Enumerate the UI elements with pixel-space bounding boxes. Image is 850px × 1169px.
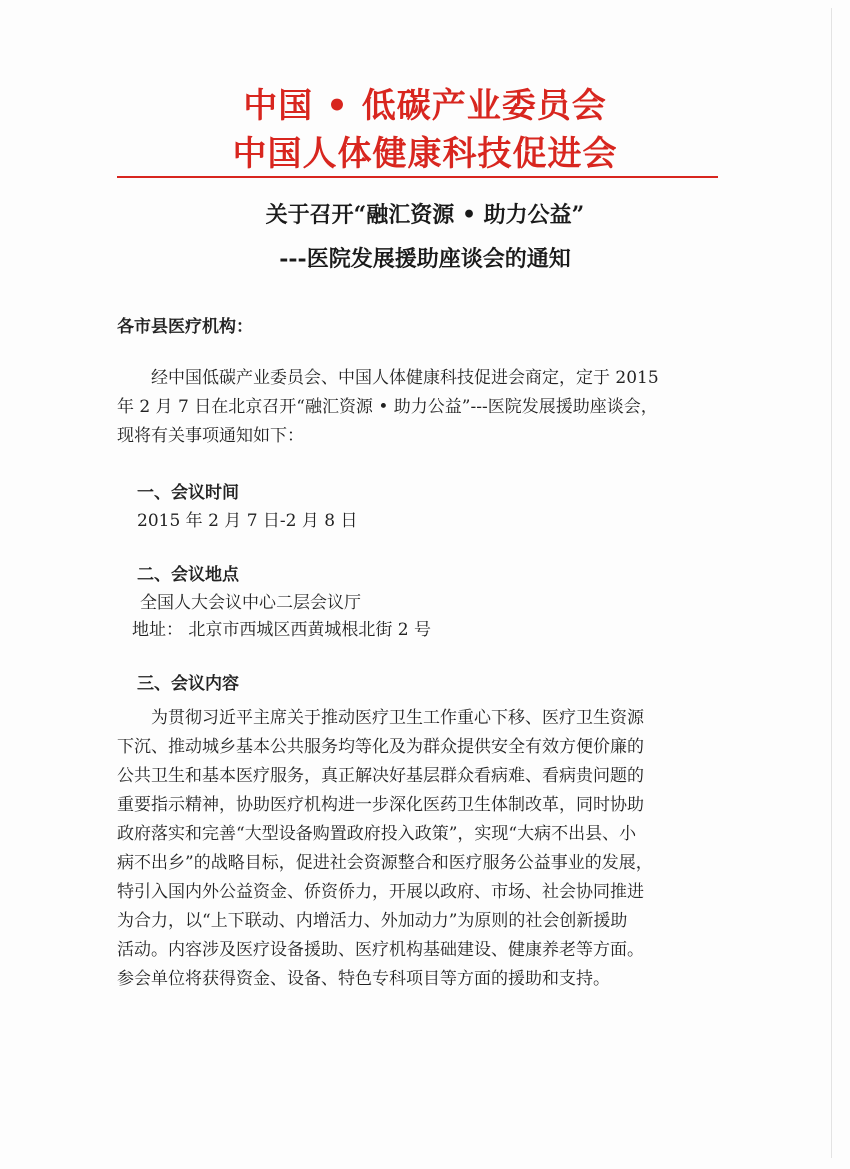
content-line-8: 为合力，以“上下联动、内增活力、外加动力”为原则的社会创新援助	[117, 911, 628, 931]
intro-line-2: 年 2 月 7 日在北京召开“融汇资源 • 助力公益”---医院发展援助座谈会，	[117, 397, 658, 417]
letterhead-red-rule	[117, 176, 718, 178]
letterhead-org-1: 中国 • 低碳产业委员会	[243, 86, 607, 126]
content-line-9: 活动。内容涉及医疗设备援助、医疗机构基础建设、健康养老等方面。	[117, 940, 644, 960]
content-line-4: 重要指示精神，协助医疗机构进一步深化医药卫生体制改革，同时协助	[117, 795, 644, 815]
content-line-6: 病不出乡”的战略目标，促进社会资源整合和医疗服务公益事业的发展，	[117, 853, 653, 873]
section-place-heading: 二、会议地点	[137, 565, 239, 585]
addressee: 各市县医疗机构：	[117, 317, 253, 337]
section-content-heading: 三、会议内容	[137, 674, 239, 694]
notice-title-line-1: 关于召开“融汇资源 • 助力公益”	[265, 202, 585, 228]
section-place-address: 地址： 北京市西城区西黄城根北街 2 号	[132, 620, 432, 640]
section-time-heading: 一、会议时间	[137, 483, 239, 503]
content-line-5: 政府落实和完善“大型设备购置政府投入政策”，实现“大病不出县、小	[117, 824, 637, 844]
section-time-value: 2015 年 2 月 7 日-2 月 8 日	[137, 511, 358, 531]
intro-paragraph	[117, 364, 737, 451]
content-paragraph	[117, 704, 737, 994]
content-line-10: 参会单位将获得资金、设备、特色专科项目等方面的援助和支持。	[117, 969, 610, 989]
intro-line-1: 经中国低碳产业委员会、中国人体健康科技促进会商定，定于 2015	[151, 368, 659, 388]
notice-title-line-2: ---医院发展援助座谈会的通知	[279, 246, 571, 272]
content-line-3: 公共卫生和基本医疗服务，真正解决好基层群众看病难、看病贵问题的	[117, 766, 644, 786]
content-line-7: 特引入国内外公益资金、侨资侨力，开展以政府、市场、社会协同推进	[117, 882, 644, 902]
content-line-2: 下沉、推动城乡基本公共服务均等化及为群众提供安全有效方便价廉的	[117, 737, 644, 757]
scan-edge-line	[831, 8, 832, 1158]
letterhead-org-2: 中国人体健康科技促进会	[232, 134, 618, 174]
content-line-1: 为贯彻习近平主席关于推动医疗卫生工作重心下移、医疗卫生资源	[151, 708, 644, 728]
section-place-venue: 全国人大会议中心二层会议厅	[140, 593, 361, 613]
intro-line-3: 现将有关事项通知如下：	[117, 426, 304, 446]
